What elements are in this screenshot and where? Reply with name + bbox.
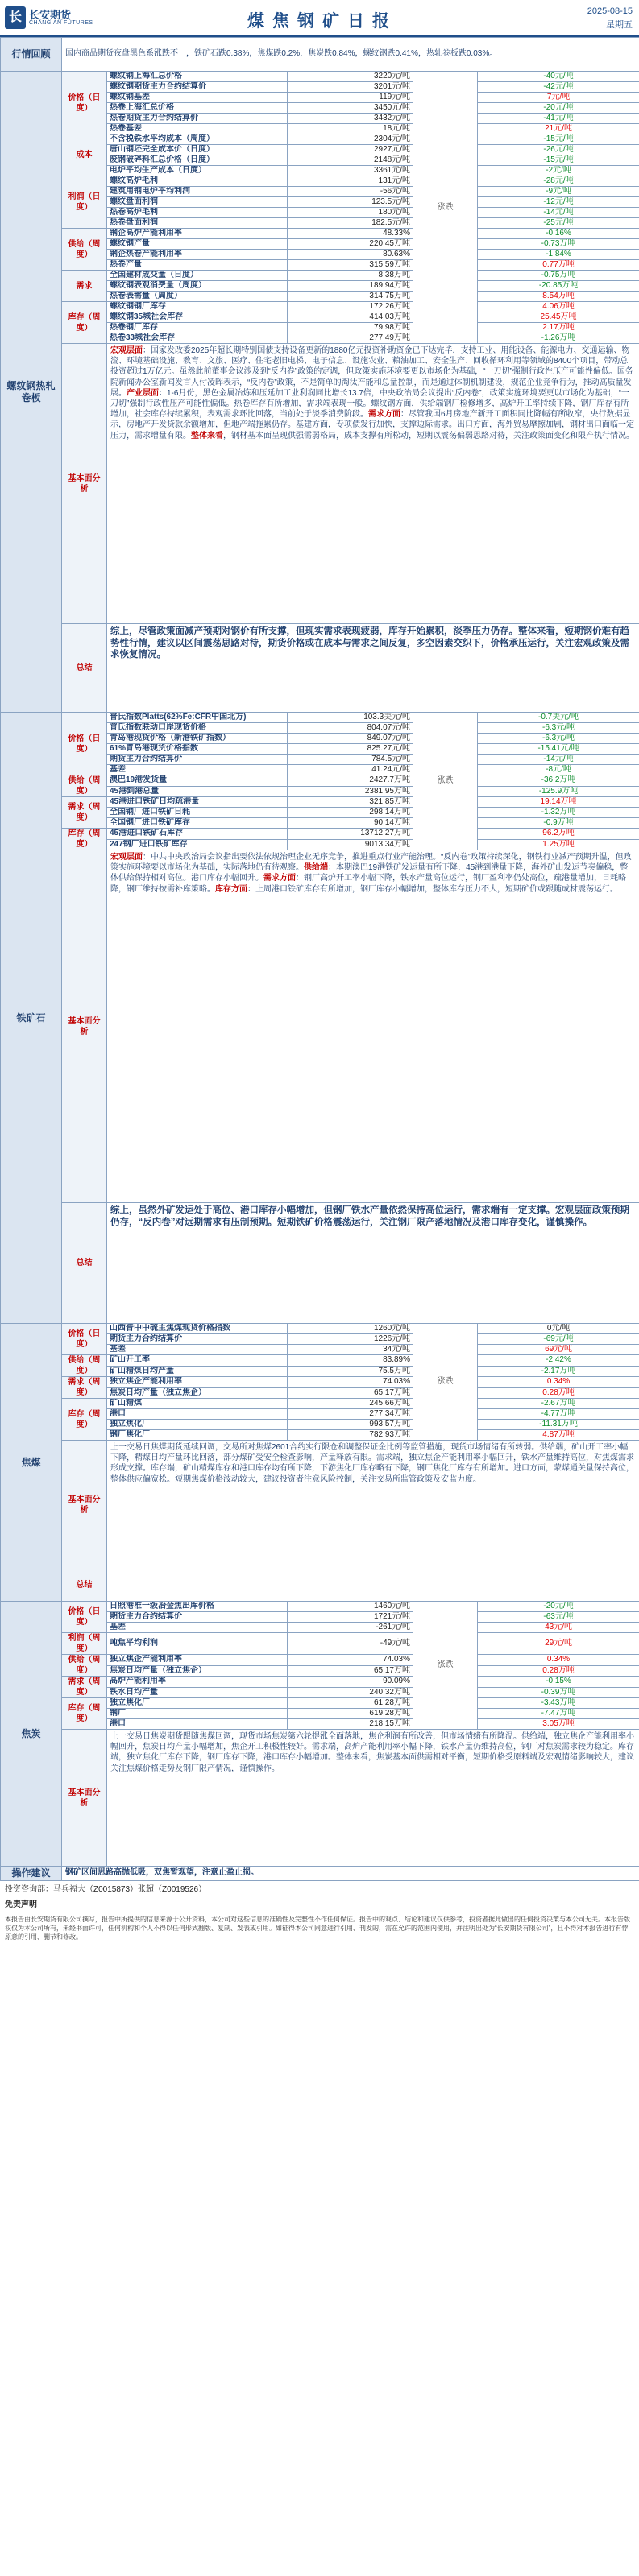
coke-indicator-value: 218.15万吨 <box>288 1719 413 1730</box>
steel-indicator-change: -2元/吨 <box>478 166 639 176</box>
steel-indicator-name: 螺纹钢上海汇总价格 <box>107 72 288 82</box>
steel-indicator-change: -26元/吨 <box>478 145 639 155</box>
ore-summary-text: 综上，虽然外矿发运处于高位、港口库存小幅增加，但钢厂铁水产量依然保持高位运行，需求端有一定支撑。宏观层面政策预期仍存，“反内卷”对远期需求有压制预期。短期铁矿价格震荡运行，关注钢厂限产落地情况及港口库存变化，谨慎操作。 <box>107 1203 639 1324</box>
steel-indicator-value: 3361元/吨 <box>288 166 413 176</box>
coke-category-label: 库存（周度） <box>62 1698 107 1730</box>
coke-indicator-name: 铁水日均产量 <box>107 1687 288 1698</box>
coal-category-label: 需求（周度） <box>62 1377 107 1399</box>
coke-analysis-label: 基本面分析 <box>62 1730 107 1867</box>
coke-indicator-value: -49元/吨 <box>288 1633 413 1655</box>
steel-indicator-value: 3432元/吨 <box>288 114 413 124</box>
ore-indicator-value: 103.3美元/吨 <box>288 713 413 723</box>
ore-indicator-name: 澳巴19港发货量 <box>107 775 288 787</box>
steel-indicator-change: 4.06万吨 <box>478 302 639 312</box>
coke-indicator-name: 期货主力合约结算价 <box>107 1612 288 1623</box>
disclaimer-text: 本报告由长安期货有限公司撰写，报告中所提供的信息来源于公开资料，本公司对这些信息的准确性及完整性不作任何保证。报告中的观点、结论和建议仅供参考，投资者据此做出的任何投资决策与本公司无关。本报告版权仅为本公司所有，未经书面许可，任何机构和个人不得以任何形式翻版、复制、发表或引用。如征得本公司同意进行引用、刊发的，需在允许的范围内使用，并注明出处为“长安期货有限公司”，且不得对本报告进行有悖原意的引用、删节和修改。 <box>5 1916 630 1941</box>
steel-indicator-name: 螺纹钢35城社会库存 <box>107 312 288 323</box>
coke-analysis-body: 上一交易日焦炭期货跟随焦煤回调，现货市场焦炭第六轮提涨全面落地，焦企利润有所改善，但市场情绪有所降温。供给端，独立焦企产能利用率小幅回升，焦炭日均产量小幅增加，焦企开工积极性较好。需求端，高炉产能利用率小幅下降，铁水产量仍维持高位，钢厂对焦炭需求较为稳定。库存端，独立焦化厂库存下降，钢厂库存下降，港口库存小幅增加。整体来看，焦炭基本面供需相对平衡，短期价格受原料端及宏观情绪影响较大，建议关注焦煤价格走势及钢厂限产情况，谨慎操作。 <box>110 1732 634 1773</box>
coal-indicator-name: 独立焦化厂 <box>107 1420 288 1430</box>
coal-indicator-value: 65.17万吨 <box>288 1387 413 1399</box>
coke-indicator-value: 619.28万吨 <box>288 1709 413 1719</box>
steel-indicator-change: -0.73万吨 <box>478 239 639 250</box>
steel-analysis-body: ：1-6月份，黑色金属冶炼和压延加工业利润同比增长13.7倍，中央政治局会议提出“反内卷”，政策实施环境要更以市场化为基础，“一刀切”强制行政性压产可能性偏低。热卷库存有所增加，需求端表现一般。螺纹钢方面，供给端钢厂检修增多，高炉开工率持续下降，钢厂库存有所增加，社会库存持续累积，表观需求环比回落，当前处于淡季消费阶段。 <box>110 388 629 420</box>
coal-indicator-change: 4.87万吨 <box>478 1430 639 1441</box>
coal-indicator-name: 期货主力合约结算价 <box>107 1334 288 1345</box>
ore-indicator-name: 青岛港现货价格（新港铁矿指数） <box>107 734 288 744</box>
ore-indicator-change: -125.9万吨 <box>478 786 639 797</box>
ore-summary-row <box>1 1203 639 1324</box>
steel-indicator-change: -40元/吨 <box>478 72 639 82</box>
steel-indicator-value: 2148元/吨 <box>288 155 413 166</box>
steel-section-label: 螺纹钢热轧卷板 <box>1 72 62 713</box>
report-header <box>0 0 639 37</box>
ore-indicator-name: 45港到港总量 <box>107 786 288 797</box>
coke-data-row <box>1 1602 639 1612</box>
steel-indicator-name: 螺纹盘面利润 <box>107 197 288 208</box>
coke-indicator-value: 65.17万吨 <box>288 1665 413 1677</box>
steel-indicator-name: 螺纹钢产量 <box>107 239 288 250</box>
coal-analysis-text <box>107 1441 639 1569</box>
steel-indicator-name: 螺纹钢表观消费量（周度） <box>107 281 288 292</box>
coal-indicator-change: 0元/吨 <box>478 1324 639 1334</box>
coal-indicator-value: 1260元/吨 <box>288 1324 413 1334</box>
steel-indicator-name: 不含税铁水平均成本（周度） <box>107 134 288 145</box>
coke-category-label: 利润（周度） <box>62 1633 107 1655</box>
steel-analysis-body: ：尽管我国6月房地产新开工面积同比降幅有所收窄，央行数据显示，房地产开发贷款余额增加，但地产端拖累仍存。基建方面，专项债发行加快，支撑边际需求。出口方面，海外贸易摩擦加剧，钢材出口面临一定压力，需求增量有限。 <box>110 410 634 440</box>
steel-indicator-name: 热卷产量 <box>107 260 288 271</box>
disclaimer-title: 免责声明 <box>5 1900 37 1909</box>
steel-indicator-change: 2.17万吨 <box>478 323 639 333</box>
coke-indicator-value: 240.32万吨 <box>288 1687 413 1698</box>
coal-indicator-name: 港口 <box>107 1409 288 1420</box>
steel-indicator-change: -12元/吨 <box>478 197 639 208</box>
coke-category-label: 供给（周度） <box>62 1655 107 1677</box>
steel-indicator-name: 唐山钢坯完全成本价（日度） <box>107 145 288 155</box>
steel-indicator-change: -0.16% <box>478 229 639 239</box>
steel-indicator-change: -9元/吨 <box>478 187 639 197</box>
coke-indicator-value: -261元/吨 <box>288 1623 413 1633</box>
ore-analysis-heading: 宏观层面 <box>110 853 143 862</box>
coal-indicator-change: -2.17万吨 <box>478 1366 639 1377</box>
coke-indicator-value: 74.03% <box>288 1655 413 1666</box>
steel-indicator-value: 314.75万吨 <box>288 292 413 302</box>
ore-indicator-value: 825.27元/吨 <box>288 744 413 755</box>
coke-indicator-name: 独立焦化厂 <box>107 1698 288 1709</box>
steel-category-label: 成本 <box>62 134 107 176</box>
ore-data-row <box>1 797 639 808</box>
steel-indicator-change: -15元/吨 <box>478 155 639 166</box>
coke-indicator-change: -7.47万吨 <box>478 1709 639 1719</box>
report-title: 煤焦钢矿日报 <box>247 10 397 31</box>
steel-indicator-change: -41元/吨 <box>478 114 639 124</box>
ore-indicator-name: 全国钢厂进口铁矿日耗 <box>107 808 288 818</box>
coal-indicator-change: -4.77万吨 <box>478 1409 639 1420</box>
coal-indicator-value: 34元/吨 <box>288 1345 413 1355</box>
coke-indicator-value: 90.09% <box>288 1677 413 1688</box>
ore-data-row <box>1 829 639 840</box>
ore-indicator-name: 基差 <box>107 765 288 775</box>
ore-analysis-row <box>1 850 639 1203</box>
steel-indicator-name: 螺纹钢期货主力合约结算价 <box>107 82 288 93</box>
ore-indicator-change: 19.14万吨 <box>478 797 639 808</box>
steel-indicator-value: 119元/吨 <box>288 93 413 103</box>
coal-indicator-change: -2.67万吨 <box>478 1399 639 1409</box>
coke-indicator-change: -0.15% <box>478 1677 639 1688</box>
steel-indicator-name: 热卷上海汇总价格 <box>107 103 288 114</box>
steel-analysis-heading: 产业层面 <box>127 388 159 398</box>
steel-analysis-label: 基本面分析 <box>62 344 107 624</box>
coke-indicator-change: 43元/吨 <box>478 1623 639 1633</box>
report-date: 2025-08-15 星期五 <box>587 6 633 30</box>
coke-indicator-name: 基差 <box>107 1623 288 1633</box>
ore-analysis-heading: 需求方面 <box>263 874 296 883</box>
report-table <box>0 37 639 1881</box>
ore-indicator-value: 804.07元/吨 <box>288 723 413 734</box>
steel-indicator-name: 钢企高炉产能利用率 <box>107 229 288 239</box>
steel-summary-row <box>1 624 639 713</box>
steel-analysis-heading: 整体来看 <box>191 431 223 440</box>
steel-change-label: 涨跌 <box>413 72 478 344</box>
logo-icon: 长 <box>5 6 26 29</box>
coal-indicator-value: 993.57万吨 <box>288 1420 413 1430</box>
steel-indicator-name: 螺纹钢钢厂库存 <box>107 302 288 312</box>
ore-analysis-body: ：钢厂高炉开工率小幅下降，铁水产量高位运行，钢厂盈利率仍处高位，疏港量增加，日耗略降，钢厂维持按需补库策略。 <box>110 874 626 894</box>
steel-indicator-name: 全国建材成交量（日度） <box>107 271 288 281</box>
ore-data-row <box>1 775 639 787</box>
coke-category-label: 价格（日度） <box>62 1602 107 1633</box>
coke-indicator-name: 钢厂 <box>107 1709 288 1719</box>
steel-indicator-name: 热卷表需量（周度） <box>107 292 288 302</box>
coke-indicator-value: 1721元/吨 <box>288 1612 413 1623</box>
steel-indicator-name: 钢企热卷产能利用率 <box>107 250 288 260</box>
coal-category-label: 价格（日度） <box>62 1324 107 1355</box>
coal-indicator-value: 83.89% <box>288 1355 413 1367</box>
coal-indicator-name: 矿山开工率 <box>107 1355 288 1367</box>
coke-indicator-change: 0.28万吨 <box>478 1665 639 1677</box>
steel-indicator-name: 热卷基差 <box>107 124 288 134</box>
steel-indicator-value: 220.45万吨 <box>288 239 413 250</box>
coke-change-label: 涨跌 <box>413 1602 478 1730</box>
advice-label: 操作建议 <box>1 1867 62 1881</box>
ore-category-label: 价格（日度） <box>62 713 107 775</box>
ore-indicator-value: 321.85万吨 <box>288 797 413 808</box>
steel-data-row <box>1 271 639 281</box>
ore-indicator-name: 247钢厂进口铁矿库存 <box>107 839 288 850</box>
ore-indicator-change: 96.2万吨 <box>478 829 639 840</box>
coal-indicator-value: 277.34万吨 <box>288 1409 413 1420</box>
steel-data-row <box>1 134 639 145</box>
coal-indicator-change: 0.34% <box>478 1377 639 1388</box>
steel-category-label: 需求 <box>62 271 107 302</box>
coke-indicator-change: -20元/吨 <box>478 1602 639 1612</box>
coal-indicator-name: 矿山精煤 <box>107 1399 288 1409</box>
coke-section-label: 焦炭 <box>1 1602 62 1867</box>
coke-data-row <box>1 1655 639 1666</box>
ore-change-label: 涨跌 <box>413 713 478 850</box>
steel-indicator-value: 172.26万吨 <box>288 302 413 312</box>
ore-analysis-body: ：上周港口铁矿库存有所增加，钢厂库存小幅增加，整体库存压力不大，短期矿价或跟随成材震荡运行。 <box>247 884 618 894</box>
coke-indicator-value: 1460元/吨 <box>288 1602 413 1612</box>
coal-indicator-name: 独立焦企产能利用率 <box>107 1377 288 1388</box>
ore-indicator-change: -15.41元/吨 <box>478 744 639 755</box>
coal-indicator-value: 245.66万吨 <box>288 1399 413 1409</box>
ore-indicator-name: 普氏指数Platts(62%Fe:CFR中国北方) <box>107 713 288 723</box>
steel-indicator-change: -15元/吨 <box>478 134 639 145</box>
coal-indicator-name: 焦炭日均产量（独立焦企） <box>107 1387 288 1399</box>
steel-indicator-value: -56元/吨 <box>288 187 413 197</box>
coke-data-row <box>1 1677 639 1688</box>
steel-indicator-value: 315.59万吨 <box>288 260 413 271</box>
ore-indicator-name: 61%青岛港现货价格指数 <box>107 744 288 755</box>
coal-change-label: 涨跌 <box>413 1324 478 1441</box>
coke-indicator-value: 61.28万吨 <box>288 1698 413 1709</box>
steel-indicator-change: -25元/吨 <box>478 218 639 229</box>
ore-analysis-label: 基本面分析 <box>62 850 107 1203</box>
steel-analysis-heading: 需求方面 <box>368 410 400 420</box>
coke-indicator-name: 焦炭日均产量（独立焦企） <box>107 1665 288 1677</box>
coal-indicator-change: -11.31万吨 <box>478 1420 639 1430</box>
coal-indicator-change: 0.28万吨 <box>478 1387 639 1399</box>
coal-category-label: 库存（周度） <box>62 1399 107 1441</box>
coal-indicator-change: -69元/吨 <box>478 1334 639 1345</box>
steel-summary-text: 综上，尽管政策面减产预期对钢价有所支撑，但现实需求表现疲弱，库存开始累积，淡季压力仍存。整体来看，短期钢价难有趋势性行情，建议以区间震荡思路对待，期货价格或在成本与需求之间反复，多空因素交织下，价格承压运行，关注宏观政策及需求恢复情况。 <box>107 624 639 713</box>
ore-indicator-value: 13712.27万吨 <box>288 829 413 840</box>
coke-indicator-change: 3.05万吨 <box>478 1719 639 1730</box>
coke-indicator-name: 日照港准一级冶金焦出库价格 <box>107 1602 288 1612</box>
logo-text-cn: 长安期货 <box>29 9 72 21</box>
coal-data-row <box>1 1355 639 1367</box>
logo-text-en: CHANG AN FUTURES <box>29 20 93 26</box>
steel-indicator-value: 2304元/吨 <box>288 134 413 145</box>
coke-data-row <box>1 1698 639 1709</box>
ore-indicator-value: 41.24元/吨 <box>288 765 413 775</box>
steel-indicator-change: -1.26万吨 <box>478 333 639 344</box>
ore-indicator-name: 普氏指数联动口岸现货价格 <box>107 723 288 734</box>
steel-indicator-change: 0.77万吨 <box>478 260 639 271</box>
steel-data-row <box>1 176 639 187</box>
coal-category-label: 供给（周度） <box>62 1355 107 1377</box>
steel-indicator-change: 8.54万吨 <box>478 292 639 302</box>
ore-indicator-change: -14元/吨 <box>478 755 639 765</box>
ore-indicator-change: -1.32万吨 <box>478 808 639 818</box>
coal-indicator-value: 74.03% <box>288 1377 413 1388</box>
coke-analysis-text <box>107 1730 639 1867</box>
steel-indicator-value: 414.03万吨 <box>288 312 413 323</box>
ore-section-label: 铁矿石 <box>1 713 62 1324</box>
steel-analysis-heading: 宏观层面 <box>110 346 143 355</box>
coal-data-row <box>1 1377 639 1388</box>
coke-analysis-paragraph <box>110 1732 634 1773</box>
steel-indicator-value: 80.63% <box>288 250 413 260</box>
steel-category-label: 供给（周度） <box>62 229 107 271</box>
ore-indicator-value: 298.14万吨 <box>288 808 413 818</box>
coal-indicator-change: -2.42% <box>478 1355 639 1367</box>
steel-indicator-value: 131元/吨 <box>288 176 413 187</box>
coke-indicator-name: 港口 <box>107 1719 288 1730</box>
ore-indicator-value: 849.07元/吨 <box>288 734 413 744</box>
coal-indicator-value: 782.93万吨 <box>288 1430 413 1441</box>
steel-indicator-change: -42元/吨 <box>478 82 639 93</box>
steel-indicator-value: 189.94万吨 <box>288 281 413 292</box>
coal-indicator-name: 山西晋中中硫主焦煤现货价格指数 <box>107 1324 288 1334</box>
coal-summary-text <box>107 1569 639 1602</box>
coal-analysis-label: 基本面分析 <box>62 1441 107 1569</box>
coal-indicator-name: 钢厂焦化厂 <box>107 1430 288 1441</box>
review-text: 国内商品期货夜盘黑色系涨跌不一，铁矿石跌0.38%，焦煤跌0.2%，焦炭跌0.84%，螺纹钢跌0.41%，热轧卷板跌0.03%。 <box>62 38 639 72</box>
coke-indicator-change: -3.43万吨 <box>478 1698 639 1709</box>
steel-indicator-value: 18元/吨 <box>288 124 413 134</box>
coal-data-row <box>1 1324 639 1334</box>
steel-indicator-change: 7元/吨 <box>478 93 639 103</box>
ore-indicator-value: 784.5元/吨 <box>288 755 413 765</box>
steel-category-label: 利润（日度） <box>62 176 107 229</box>
steel-indicator-name: 螺纹钢基差 <box>107 93 288 103</box>
steel-analysis-text <box>107 344 639 624</box>
analyst-info: 投资咨询部：马兵福大（Z0015873）张超（Z0019526） <box>5 1885 207 1894</box>
advice-row <box>1 1867 639 1881</box>
coal-indicator-name: 基差 <box>107 1345 288 1355</box>
coal-analysis-paragraph <box>110 1443 634 1484</box>
coke-data-row <box>1 1633 639 1655</box>
steel-indicator-value: 277.49万吨 <box>288 333 413 344</box>
steel-indicator-change: -14元/吨 <box>478 208 639 218</box>
steel-indicator-value: 2927元/吨 <box>288 145 413 155</box>
ore-indicator-name: 45港进口铁矿日均疏港量 <box>107 797 288 808</box>
coke-category-label: 需求（周度） <box>62 1677 107 1698</box>
steel-data-row <box>1 302 639 312</box>
steel-indicator-change: -20元/吨 <box>478 103 639 114</box>
ore-analysis-heading: 供给端 <box>304 863 328 873</box>
steel-category-label: 价格（日度） <box>62 72 107 134</box>
report-footer <box>0 1881 639 1945</box>
ore-indicator-name: 45港进口铁矿石库存 <box>107 829 288 840</box>
review-label: 行情回顾 <box>1 38 62 72</box>
ore-indicator-value: 9013.34万吨 <box>288 839 413 850</box>
coke-indicator-change: -63元/吨 <box>478 1612 639 1623</box>
ore-indicator-name: 期货主力合约结算价 <box>107 755 288 765</box>
steel-analysis-paragraph <box>191 432 634 440</box>
ore-indicator-value: 90.14万吨 <box>288 818 413 829</box>
steel-summary-label: 总结 <box>62 624 107 713</box>
steel-indicator-value: 79.98万吨 <box>288 323 413 333</box>
ore-summary-label: 总结 <box>62 1203 107 1324</box>
ore-indicator-change: -6.3元/吨 <box>478 723 639 734</box>
steel-indicator-change: -1.84% <box>478 250 639 260</box>
coal-indicator-name: 矿山精煤日均产量 <box>107 1366 288 1377</box>
ore-indicator-value: 2427.7万吨 <box>288 775 413 787</box>
ore-indicator-value: 2381.95万吨 <box>288 786 413 797</box>
steel-category-label: 库存（周度） <box>62 302 107 344</box>
steel-indicator-change: -28元/吨 <box>478 176 639 187</box>
steel-indicator-change: -0.75万吨 <box>478 271 639 281</box>
steel-data-row <box>1 229 639 239</box>
steel-indicator-value: 48.33% <box>288 229 413 239</box>
coal-indicator-value: 1226元/吨 <box>288 1334 413 1345</box>
ore-data-row <box>1 713 639 723</box>
steel-indicator-name: 电炉平均生产成本（日度） <box>107 166 288 176</box>
ore-analysis-body: ：中共中央政治局会议指出要依法依规治理企业无序竞争，推进重点行业产能治理。“反内卷”政策持续深化，钢铁行业减产预期升温，但政策实施环境要以市场化为基础，实际落地仍有待观察。 <box>110 853 632 873</box>
ore-indicator-change: -6.3元/吨 <box>478 734 639 744</box>
steel-indicator-name: 热卷盘面利润 <box>107 218 288 229</box>
coal-indicator-value: 75.5万吨 <box>288 1366 413 1377</box>
steel-indicator-name: 废钢破碎料汇总价格（日度） <box>107 155 288 166</box>
steel-data-row <box>1 72 639 82</box>
advice-text: 钢矿区间思路高抛低吸，双焦暂观望，注意止盈止损。 <box>62 1867 639 1881</box>
steel-indicator-name: 螺纹高炉毛利 <box>107 176 288 187</box>
coke-indicator-name: 高炉产能利用率 <box>107 1677 288 1688</box>
steel-indicator-name: 热卷高炉毛利 <box>107 208 288 218</box>
steel-indicator-name: 热卷钢厂库存 <box>107 323 288 333</box>
coke-indicator-change: 0.34% <box>478 1655 639 1666</box>
ore-analysis-paragraph <box>215 885 618 894</box>
steel-indicator-value: 3201元/吨 <box>288 82 413 93</box>
ore-analysis-heading: 库存方面 <box>215 884 247 894</box>
coal-data-row <box>1 1399 639 1409</box>
ore-indicator-change: 1.25万吨 <box>478 839 639 850</box>
coke-indicator-name: 吨焦平均利润 <box>107 1633 288 1655</box>
ore-indicator-change: -0.7美元/吨 <box>478 713 639 723</box>
coal-section-label: 焦煤 <box>1 1324 62 1602</box>
coal-analysis-body: 上一交易日焦煤期货延续回调，交易所对焦煤2601合约实行限仓和调整保证金比例等监管措施，现货市场情绪有所转弱。供给端，矿山开工率小幅下降，精煤日均产量环比回落，部分煤矿受安全检查影响，产量释放有限。需求端，独立焦企产能利用率小幅回升，铁水产量维持高位，对焦煤需求形成支撑。库存端，矿山精煤库存和港口库存均有所下降，下游焦化厂库存略有下降，钢厂焦化厂库存有所增加。进口方面，蒙煤通关量保持高位，整体供应偏宽松。短期焦煤价格波动较大，建议投资者注意风险控制，关注交易所监管政策及安监力度。 <box>110 1443 634 1484</box>
steel-indicator-name: 热卷33城社会库存 <box>107 333 288 344</box>
coke-indicator-change: -0.39万吨 <box>478 1687 639 1698</box>
coke-analysis-row <box>1 1730 639 1867</box>
ore-indicator-name: 全国钢厂进口铁矿库存 <box>107 818 288 829</box>
ore-analysis-text <box>107 850 639 1203</box>
steel-indicator-change: 25.45万吨 <box>478 312 639 323</box>
steel-indicator-value: 3220元/吨 <box>288 72 413 82</box>
ore-analysis-body: ：本期澳巴19港铁矿发运量有所下降，45港到港量下降，海外矿山发运节奏偏稳，整体供给保持相对高位。港口库存小幅回升。 <box>110 863 629 883</box>
steel-analysis-row <box>1 344 639 624</box>
steel-analysis-body: ，钢材基本面呈现供强需弱格局，成本支撑有所松动，短期以震荡偏弱思路对待，关注政策面变化和限产执行情况。 <box>223 431 634 440</box>
coal-analysis-row <box>1 1441 639 1569</box>
steel-indicator-change: -20.85万吨 <box>478 281 639 292</box>
steel-indicator-change: 21元/吨 <box>478 124 639 134</box>
company-logo <box>5 5 102 32</box>
ore-category-label: 需求（周度） <box>62 797 107 829</box>
ore-indicator-change: -0.9万吨 <box>478 818 639 829</box>
ore-indicator-change: -36.2万吨 <box>478 775 639 787</box>
steel-analysis-body: ：国家发改委2025年超长期特别国债支持设备更新的1880亿元投资补助资金已下达完毕，支持工业、用能设备、能源电力、交通运输、物流、环境基础设施、教育、文旅、医疗、住宅老旧电梯、电子信息、设施农业、粮油加工、安全生产、回收循环利用等领域的8400个项目，带动总投资超过1万亿元。虽然此前董事会议涉及到“反内卷”政策的定调，但政策实施环境要更以市场化为基础，“一刀切”强制行政性压产可能性偏低。国务院新闻办公室新闻发言人付凌晖表示，“反内卷”政策，不是简单的淘汰产能和总量控制，而是通过体制机制建设，规范企业竞争行为，推动高质量发展。 <box>110 346 633 398</box>
steel-indicator-name: 建筑用钢电炉平均利润 <box>107 187 288 197</box>
steel-indicator-value: 123.5元/吨 <box>288 197 413 208</box>
review-row <box>1 38 639 72</box>
steel-indicator-value: 8.38万吨 <box>288 271 413 281</box>
steel-indicator-value: 3450元/吨 <box>288 103 413 114</box>
ore-category-label: 供给（周度） <box>62 775 107 797</box>
steel-indicator-value: 180元/吨 <box>288 208 413 218</box>
steel-indicator-name: 热卷期货主力合约结算价 <box>107 114 288 124</box>
coke-indicator-change: 29元/吨 <box>478 1633 639 1655</box>
coal-summary-label: 总结 <box>62 1569 107 1602</box>
coke-indicator-name: 独立焦企产能利用率 <box>107 1655 288 1666</box>
ore-category-label: 库存（周度） <box>62 829 107 850</box>
ore-indicator-change: -8元/吨 <box>478 765 639 775</box>
coal-summary-row <box>1 1569 639 1602</box>
steel-indicator-value: 182.5元/吨 <box>288 218 413 229</box>
coal-indicator-change: 69元/吨 <box>478 1345 639 1355</box>
